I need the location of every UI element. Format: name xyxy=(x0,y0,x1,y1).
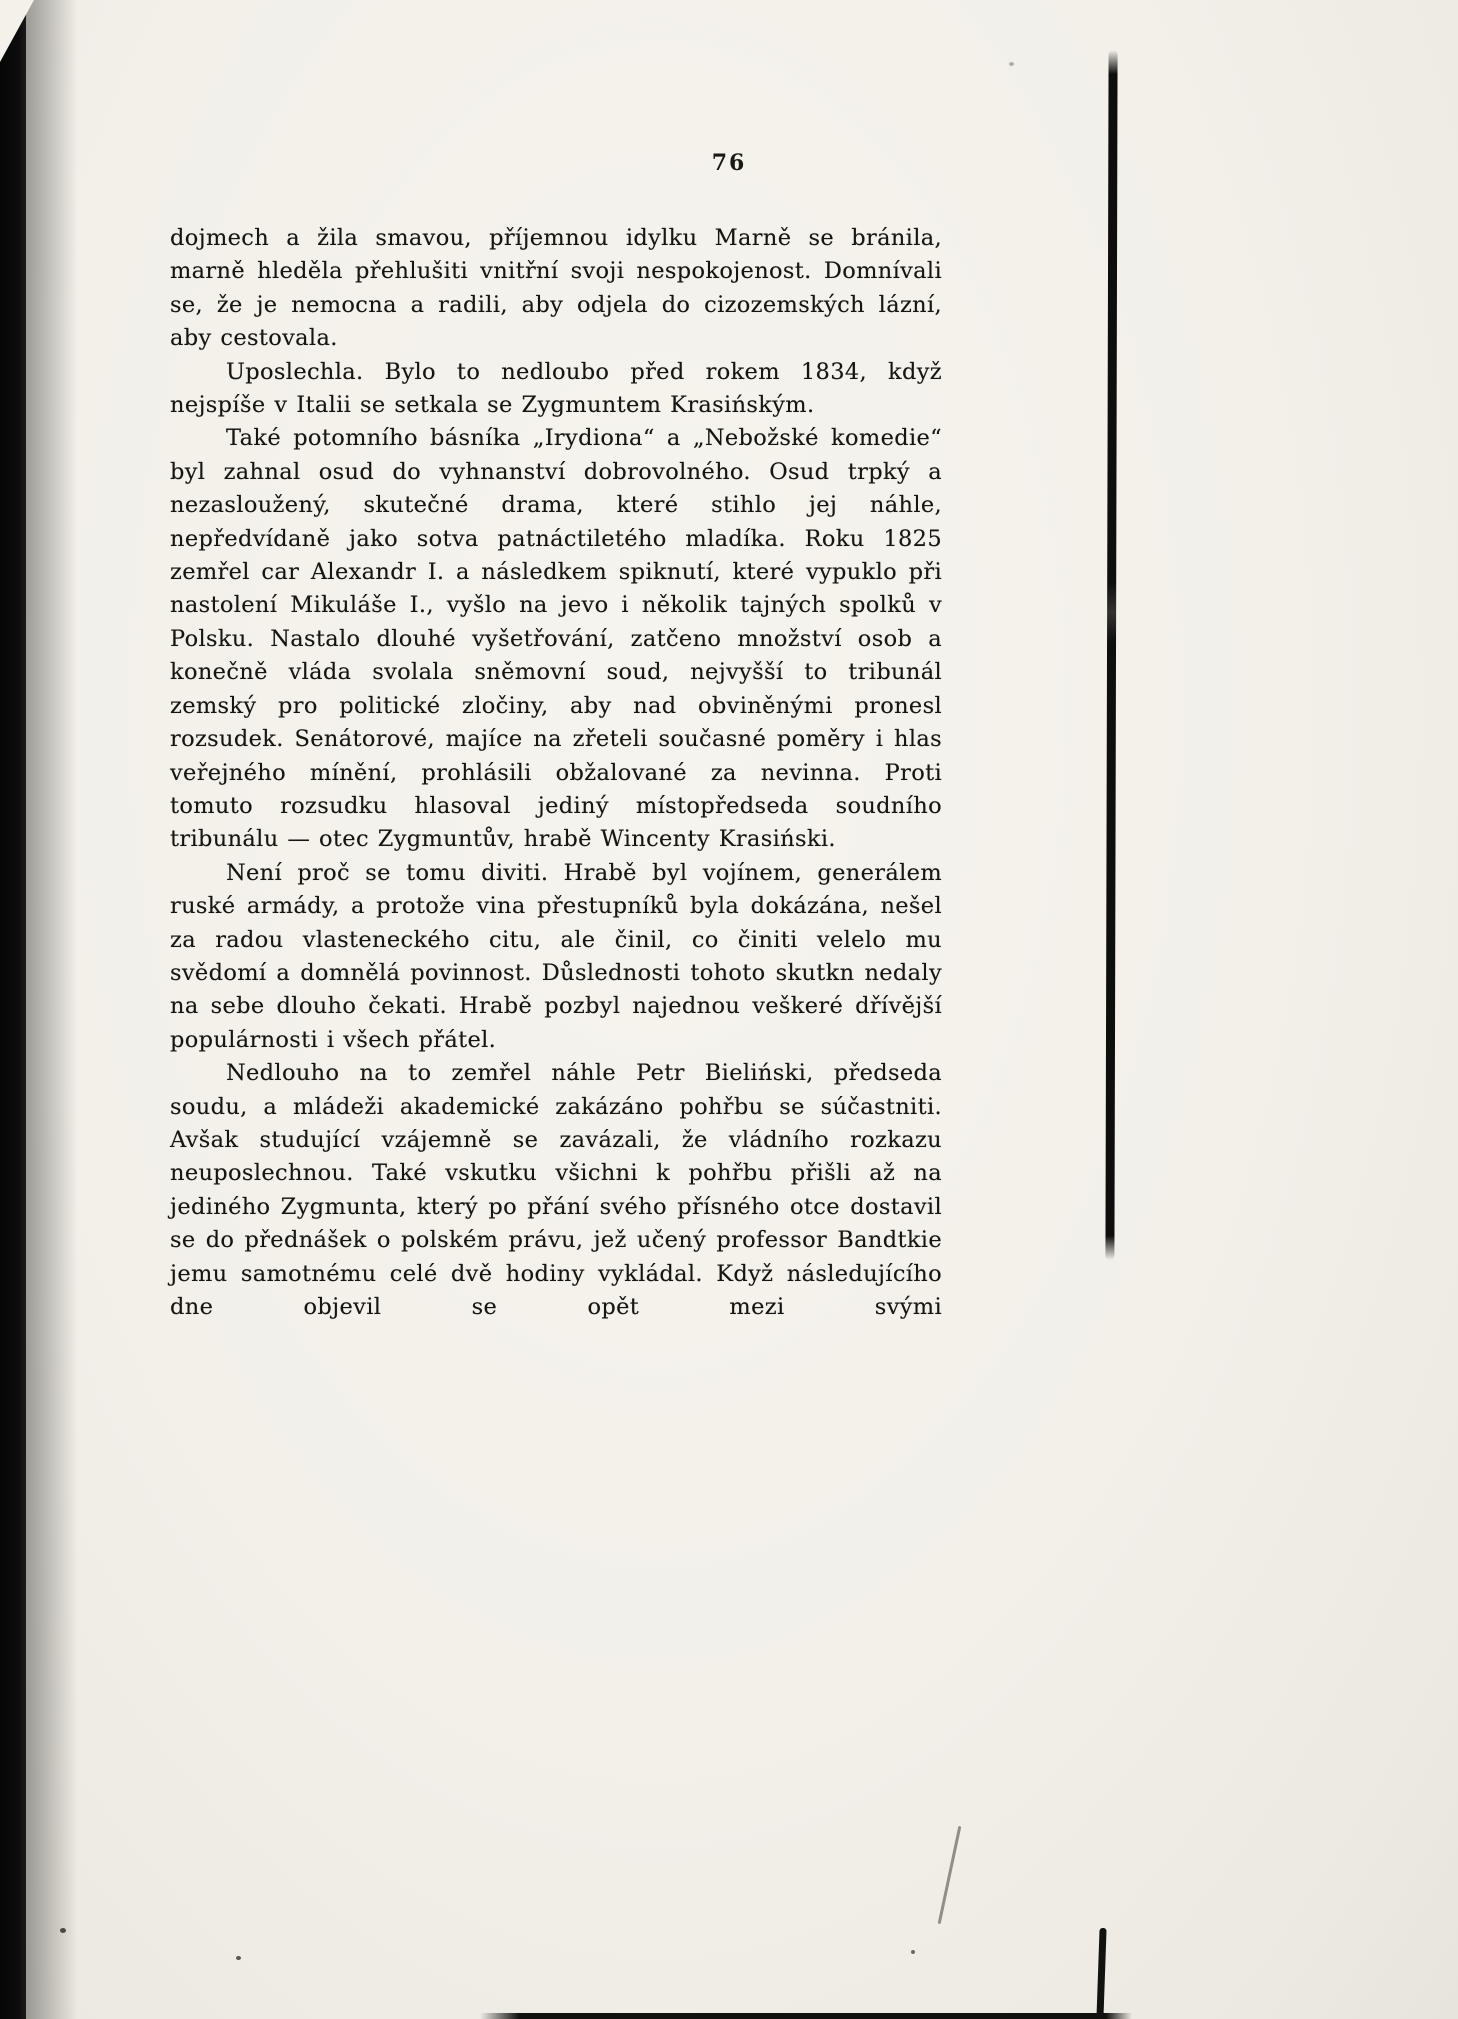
paragraph: Není proč se tomu diviti. Hrabě byl vojínem, generálem ruské armády, a protože vina přestupníků byla dokázána, nešel za radou vlasteneckého citu, ale činil, co činiti velelo mu svědomí a domnělá povinnost. Důslednosti tohoto skutkn nedaly na sebe dlouho čekati. Hrabě pozbyl najednou veškeré dřívější populárnosti i všech přátel. xyxy=(170,859,942,1053)
binding-shadow-fade xyxy=(26,0,78,2019)
page-edge-mark-bottom-right xyxy=(1096,1928,1106,2019)
paragraph: Uposlechla. Bylo to nedloubo před rokem 1834, když nejspíše v Italii se setkala se Zygmuntem Krasińským. xyxy=(170,358,942,419)
scan-hair-mark xyxy=(938,1826,962,1924)
scan-speck xyxy=(60,1928,66,1933)
paragraph: Nedlouho na to zemřel náhle Petr Bieliński, předseda soudu, a mládeži akademické zakázáno pohřbu se súčastniti. Avšak studující vzájemně se zavázali, že vládního rozkazu neuposlechnou. Také vskutku všichni k pohřbu přišli až na jediného Zygmunta, který po přání svého přísného otce dostavil se do přednášek o polském právu, jež učený professor Bandtkie jemu samotnému celé dvě hodiny vykládal. Když následujícího dne objevil se opět mezi svými xyxy=(170,1060,942,1320)
paragraph: Také potomního básníka „Irydiona“ a „Nebožské komedie“ byl zahnal osud do vyhnanství dobrovolného. Osud trpký a nezasloužený, skutečné drama, které stihlo jej náhle, nepředvídaně jako sotva patnáctiletého mladíka. Roku 1825 zemřel car Alexandr I. a následkem spiknutí, které vypuklo při nastolení Mikuláše I., vyšlo na jevo i několik tajných spolků v Polsku. Nastalo dlouhé vyšetřování, zatčeno množství osob a konečně vláda svolala sněmovní soud, nejvyšší to tribunál zemský pro politické zločiny, aby nad obviněnými pronesl rozsudek. Senátorové, majíce na zřeteli současné poměry i hlas veřejného mínění, prohlásili obžalované za nevinna. Proti tomuto rozsudku hlasoval jediný místopředseda soudního tribunálu — otec Zygmuntův, hrabě Wincenty Krasiński. xyxy=(170,425,942,853)
scan-speck xyxy=(236,1956,241,1960)
page-corner-notch xyxy=(0,0,34,62)
book-binding-shadow xyxy=(0,0,26,2019)
page-number: 76 xyxy=(711,150,747,176)
scan-speck xyxy=(1009,62,1014,66)
scan-speck xyxy=(911,1950,915,1954)
page-edge-mark-right xyxy=(1105,50,1117,1260)
paragraph: dojmech a žila smavou, příjemnou idylku Marně se bránila, marně hleděla přehlušiti vnitřní svoji nespokojenost. Domnívali se, že je nemocna a radili, aby odjela do cizozemských lázní, aby cestovala. xyxy=(170,225,942,352)
page-text-block xyxy=(170,222,942,1324)
page-edge-mark-bottom xyxy=(480,2013,1132,2019)
